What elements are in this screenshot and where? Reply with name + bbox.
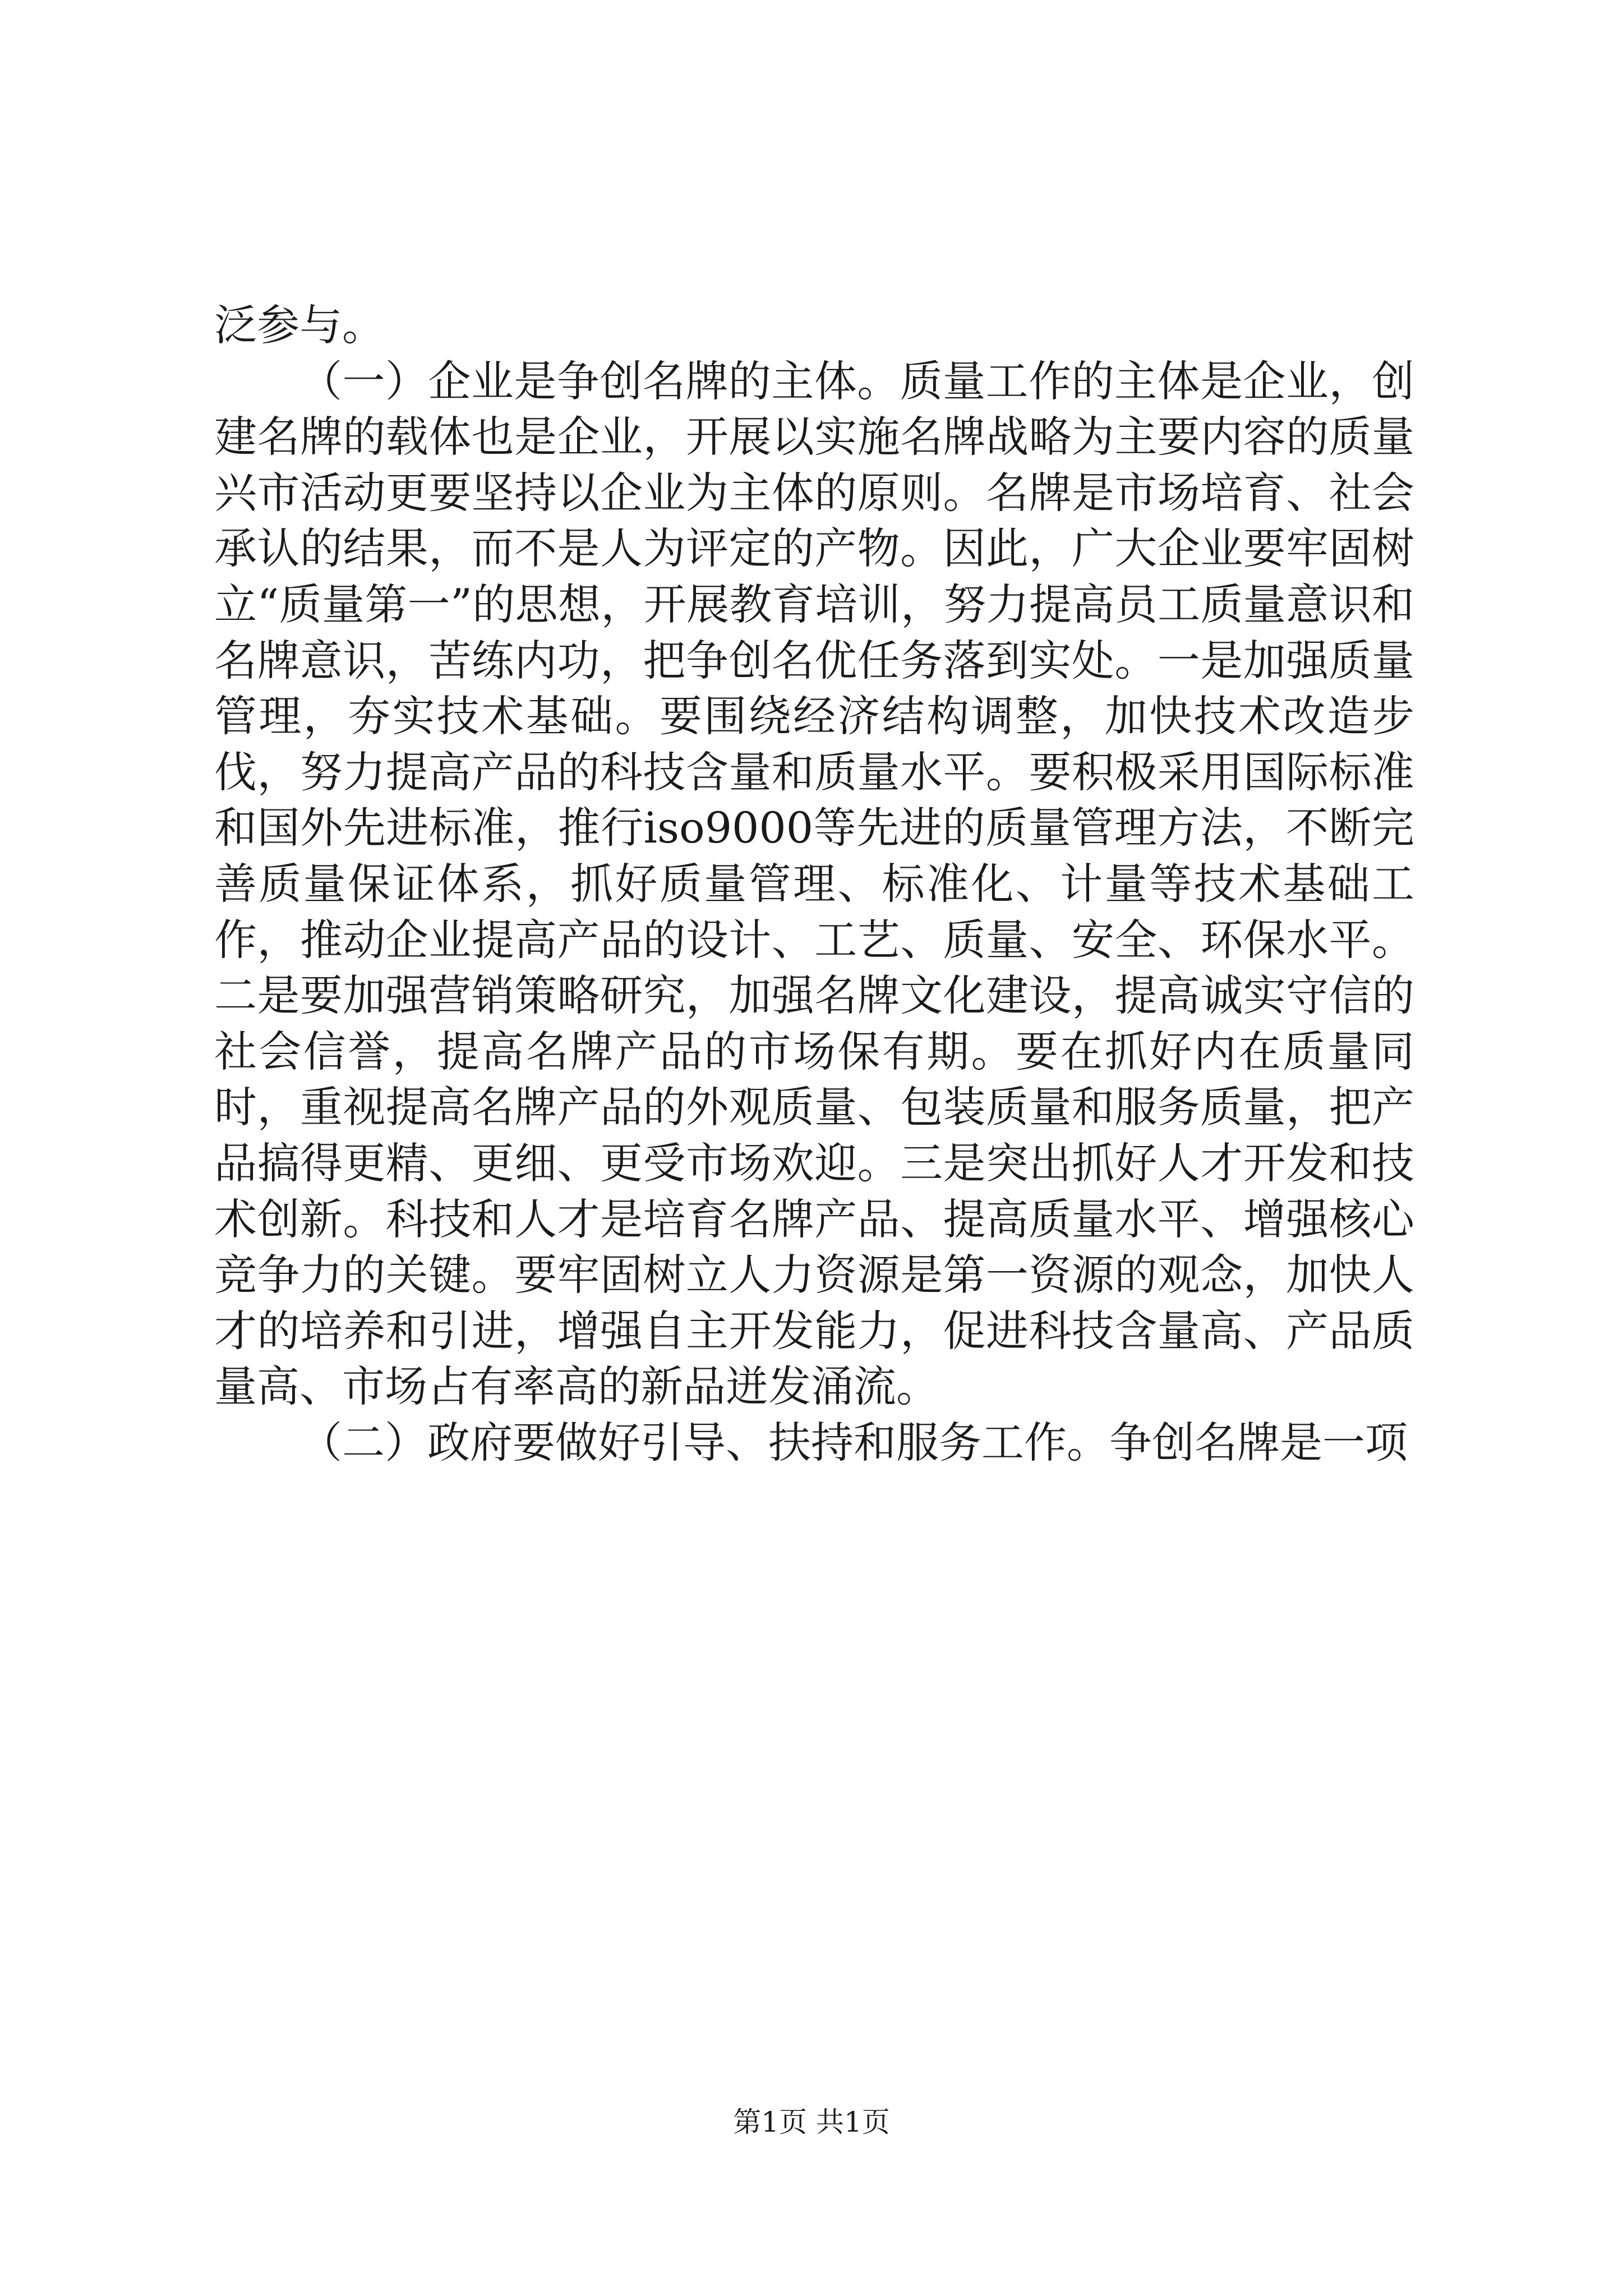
document-body xyxy=(214,297,1414,1470)
paragraph-continuation: 泛参与。 xyxy=(214,300,385,350)
paragraph-government-role: （二）政府要做好引导、扶持和服务工作。争创名牌是一项 xyxy=(299,1417,1408,1467)
paragraph-enterprise-subject: （一）企业是争创名牌的主体。质量工作的主体是企业，创建名牌的载体也是企业，开展以实施名牌战略为主要内容的质量兴市活动更要坚持以企业为主体的原则。名牌是市场培育、社会承认的结果，而不是人为评定的产物。因此，广大企业要牢固树立“质量第一”的思想，开展教育培训，努力提高员工质量意识和名牌意识，苦练内功，把争创名优任务落到实处。一是加强质量管理，夯实技术基础。要围绕经济结构调整，加快技术改造步伐，努力提高产品的科技含量和质量水平。要积极采用国际标准和国外先进标准，推行iso9000等先进的质量管理方法，不断完善质量保证体系，抓好质量管理、标准化、计量等技术基础工作，推动企业提高产品的设计、工艺、质量、安全、环保水平。二是要加强营销策略研究，加强名牌文化建设，提高诚实守信的社会信誉，提高名牌产品的市场保有期。要在抓好内在质量同时，重视提高名牌产品的外观质量、包装质量和服务质量，把产品搞得更精、更细、更受市场欢迎。三是突出抓好人才开发和技术创新。科技和人才是培育名牌产品、提高质量水平、增强核心竞争力的关键。要牢固树立人力资源是第一资源的观念，加快人才的培养和引进，增强自主开发能力，促进科技含量高、产品质量高、市场占有率高的新品迸发涌流。 xyxy=(214,356,1414,1412)
page-footer: 第1页 共1页 xyxy=(733,2106,890,2138)
